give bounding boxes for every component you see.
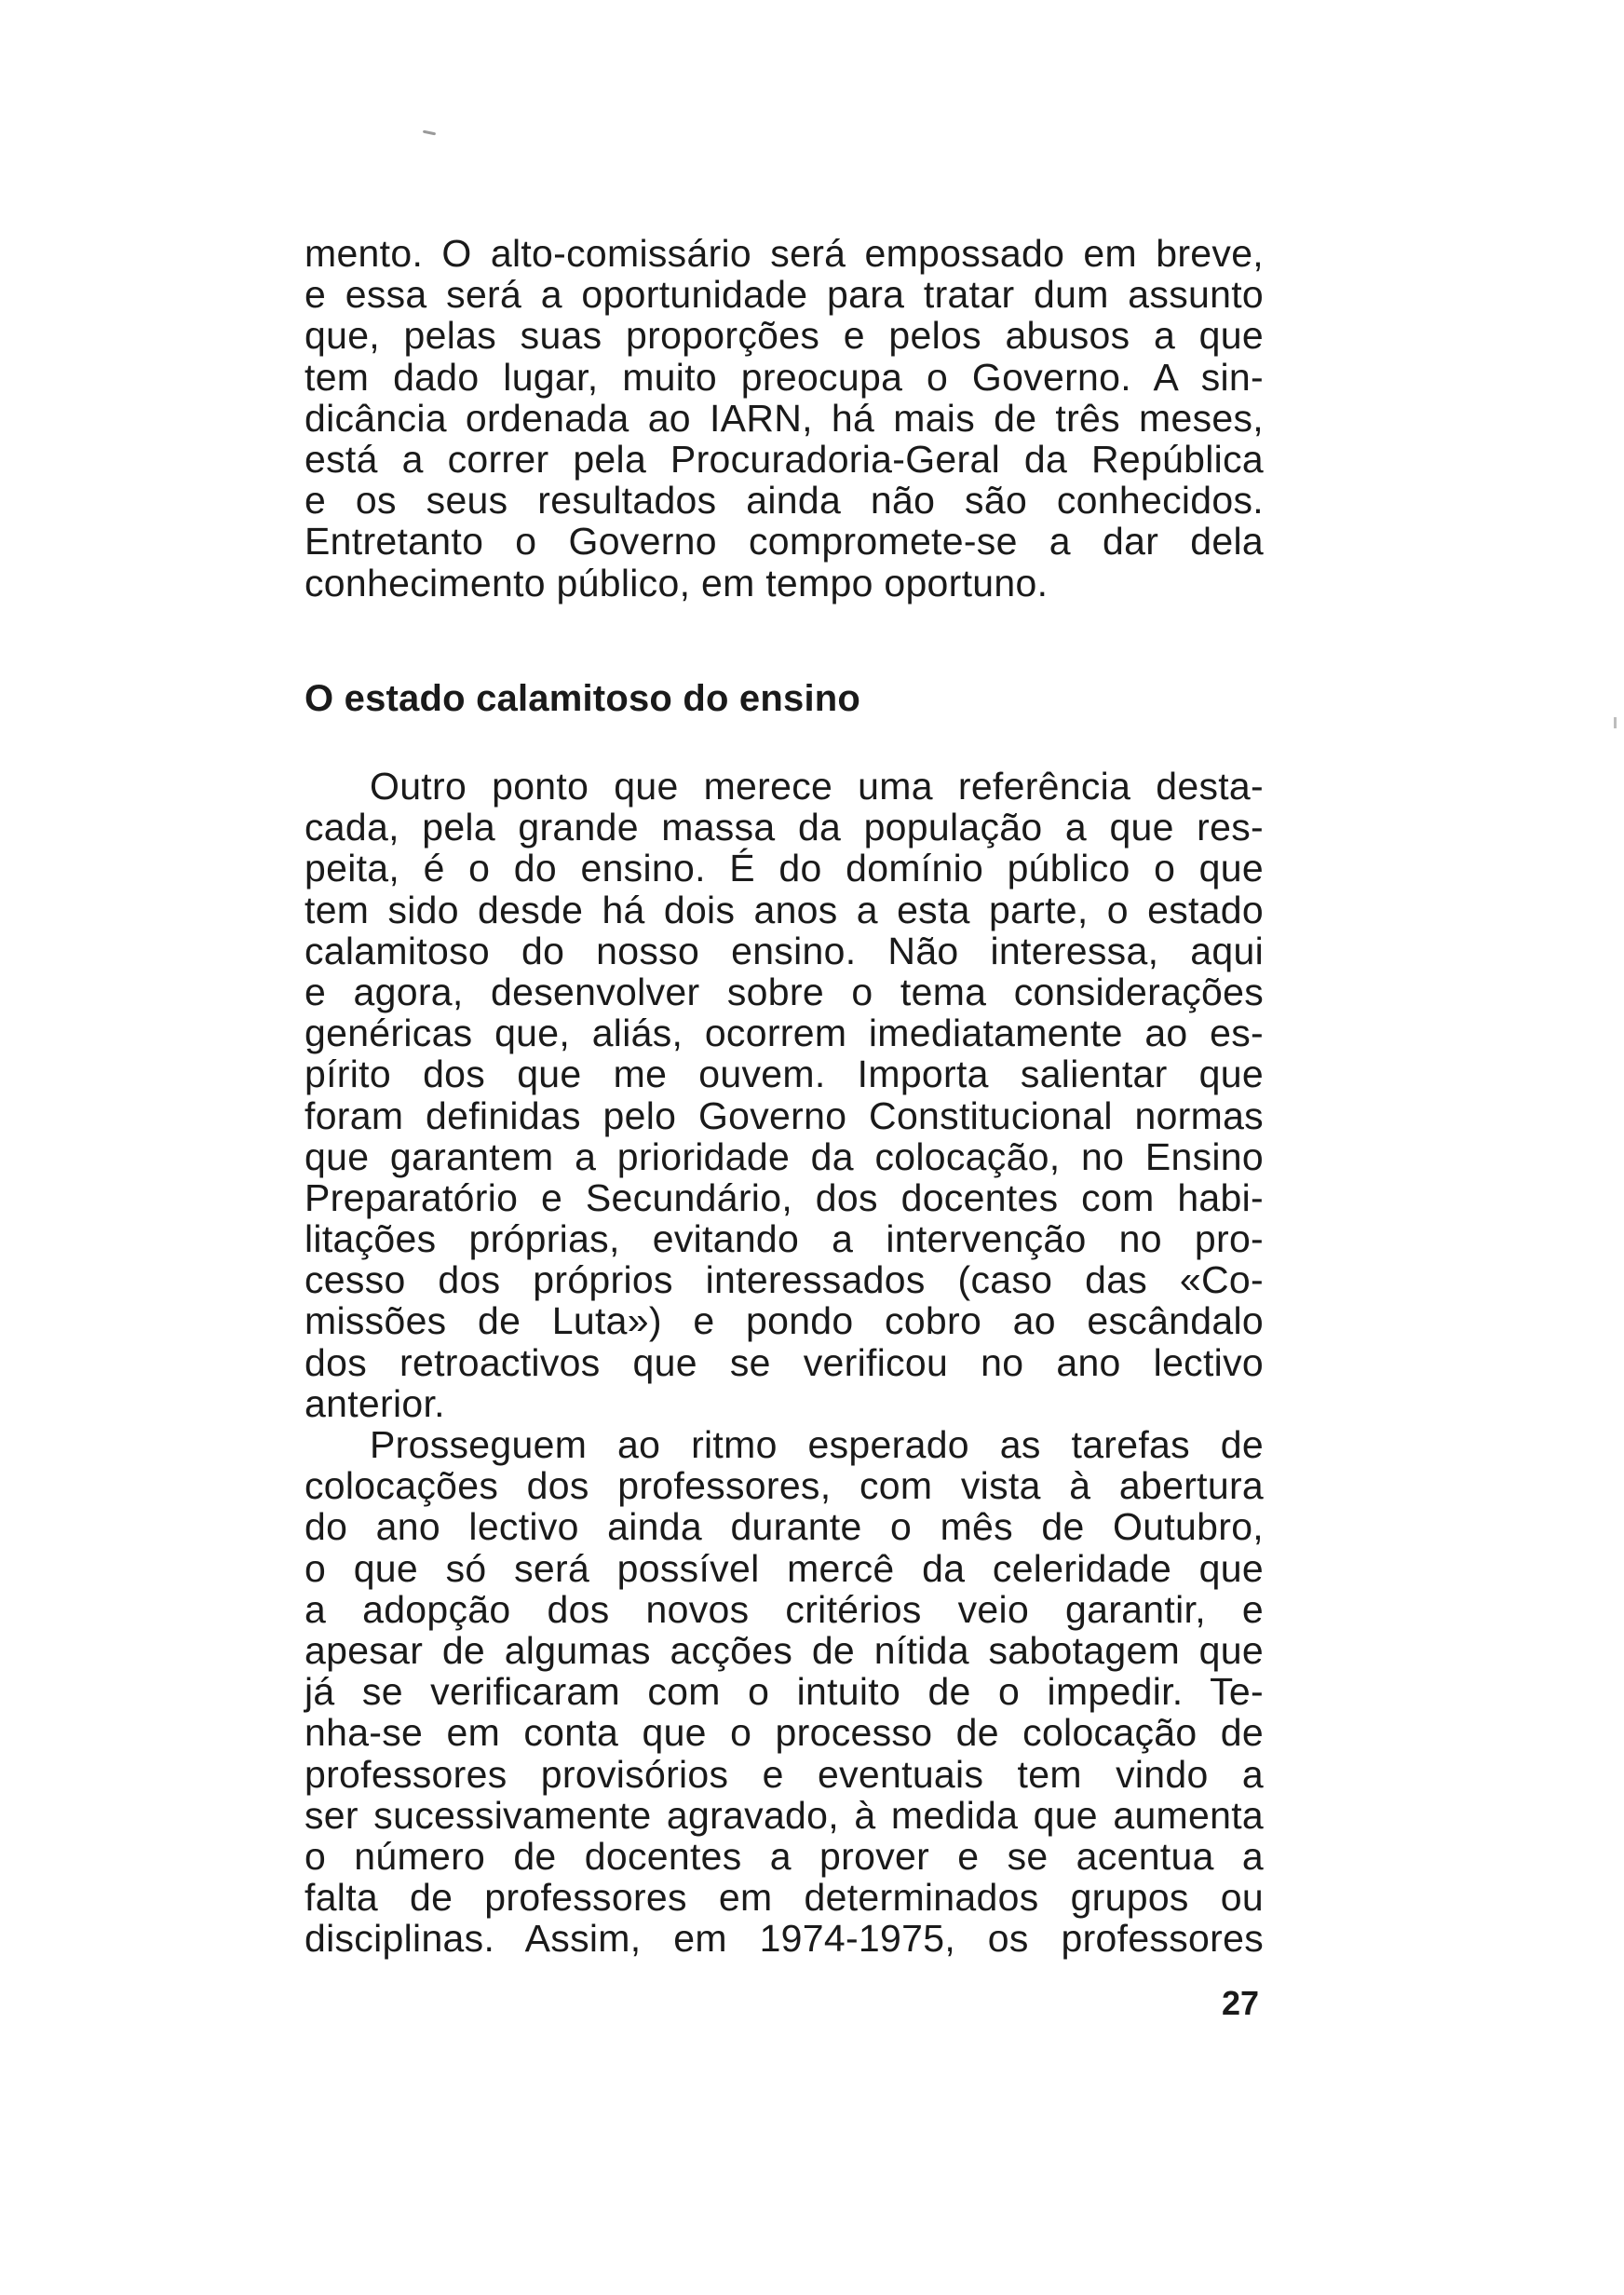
scan-speck [423, 130, 436, 136]
text-line: ser sucessivamente agravado, à medida que aumenta [304, 1793, 1264, 1837]
text-line: apesar de algumas acções de nítida sabotagem que [304, 1628, 1264, 1672]
text-line: pírito dos que me ouvem. Importa salientar que [304, 1052, 1264, 1096]
text-line: o número de docentes a prover e se acentua a [304, 1834, 1264, 1878]
text-line: colocações dos professores, com vista à abertura [304, 1464, 1264, 1508]
section-heading: O estado calamitoso do ensino [304, 678, 861, 719]
text-line: cesso dos próprios interessados (caso das «Co- [304, 1258, 1264, 1302]
text-line: que, pelas suas proporções e pelos abusos a que [304, 314, 1264, 358]
text-line: conhecimento público, em tempo oportuno. [304, 561, 1049, 604]
text-line: genéricas que, aliás, ocorrem imediatamente ao es- [304, 1012, 1264, 1055]
text-line: do ano lectivo ainda durante o mês de Outubro, [304, 1505, 1264, 1549]
paragraph-continuation [304, 233, 1264, 604]
text-line: professores provisórios e eventuais tem vindo a [304, 1752, 1264, 1796]
page-number: 27 [1222, 1984, 1260, 2022]
text-line: Outro ponto que merece uma referência desta- [370, 765, 1264, 808]
text-line: litações próprias, evitando a intervenção no pro- [304, 1217, 1264, 1261]
text-line: anterior. [304, 1381, 445, 1425]
text-line: nha-se em conta que o processo de colocação de [304, 1711, 1264, 1755]
text-line: disciplinas. Assim, em 1974-1975, os professores [304, 1917, 1264, 1961]
text-line: falta de professores em determinados grupos ou [304, 1876, 1264, 1920]
text-line: e agora, desenvolver sobre o tema considerações [304, 970, 1264, 1013]
text-line: foram definidas pelo Governo Constitucional normas [304, 1093, 1264, 1137]
text-line: e essa será a oportunidade para tratar dum assunto [304, 273, 1264, 317]
text-line: tem dado lugar, muito preocupa o Governo. A sin- [304, 355, 1264, 399]
paragraph-2 [304, 1424, 1264, 1959]
text-line: missões de Luta») e pondo cobro ao escândalo [304, 1299, 1264, 1343]
text-line: e os seus resultados ainda não são conhecidos. [304, 479, 1264, 523]
text-line: o que só será possível mercê da celeridade que [304, 1546, 1264, 1590]
text-line: Entretanto o Governo compromete-se a dar dela [304, 520, 1264, 564]
text-line: dos retroactivos que se verificou no ano lectivo [304, 1340, 1264, 1384]
text-line: calamitoso do nosso ensino. Não interessa, aqui [304, 929, 1264, 972]
text-line: cada, pela grande massa da população a que res- [304, 806, 1264, 849]
text-line: a adopção dos novos critérios veio garantir, e [304, 1587, 1264, 1631]
paragraph-1 [304, 766, 1264, 1424]
text-line: Preparatório e Secundário, dos docentes com habi- [304, 1175, 1264, 1219]
text-line: peita, é o do ensino. É do domínio público o que [304, 847, 1264, 890]
text-line: mento. O alto-comissário será empossado em breve, [304, 232, 1264, 275]
text-line: dicância ordenada ao IARN, há mais de três meses, [304, 396, 1264, 440]
scan-speck [1614, 717, 1617, 728]
text-line: Prosseguem ao ritmo esperado as tarefas de [370, 1423, 1264, 1466]
text-line: está a correr pela Procuradoria-Geral da República [304, 437, 1264, 481]
text-line: já se verificaram com o intuito de o impedir. Te- [304, 1670, 1264, 1714]
text-line: tem sido desde há dois anos a esta parte, o estado [304, 888, 1264, 931]
text-line: que garantem a prioridade da colocação, no Ensino [304, 1134, 1264, 1178]
